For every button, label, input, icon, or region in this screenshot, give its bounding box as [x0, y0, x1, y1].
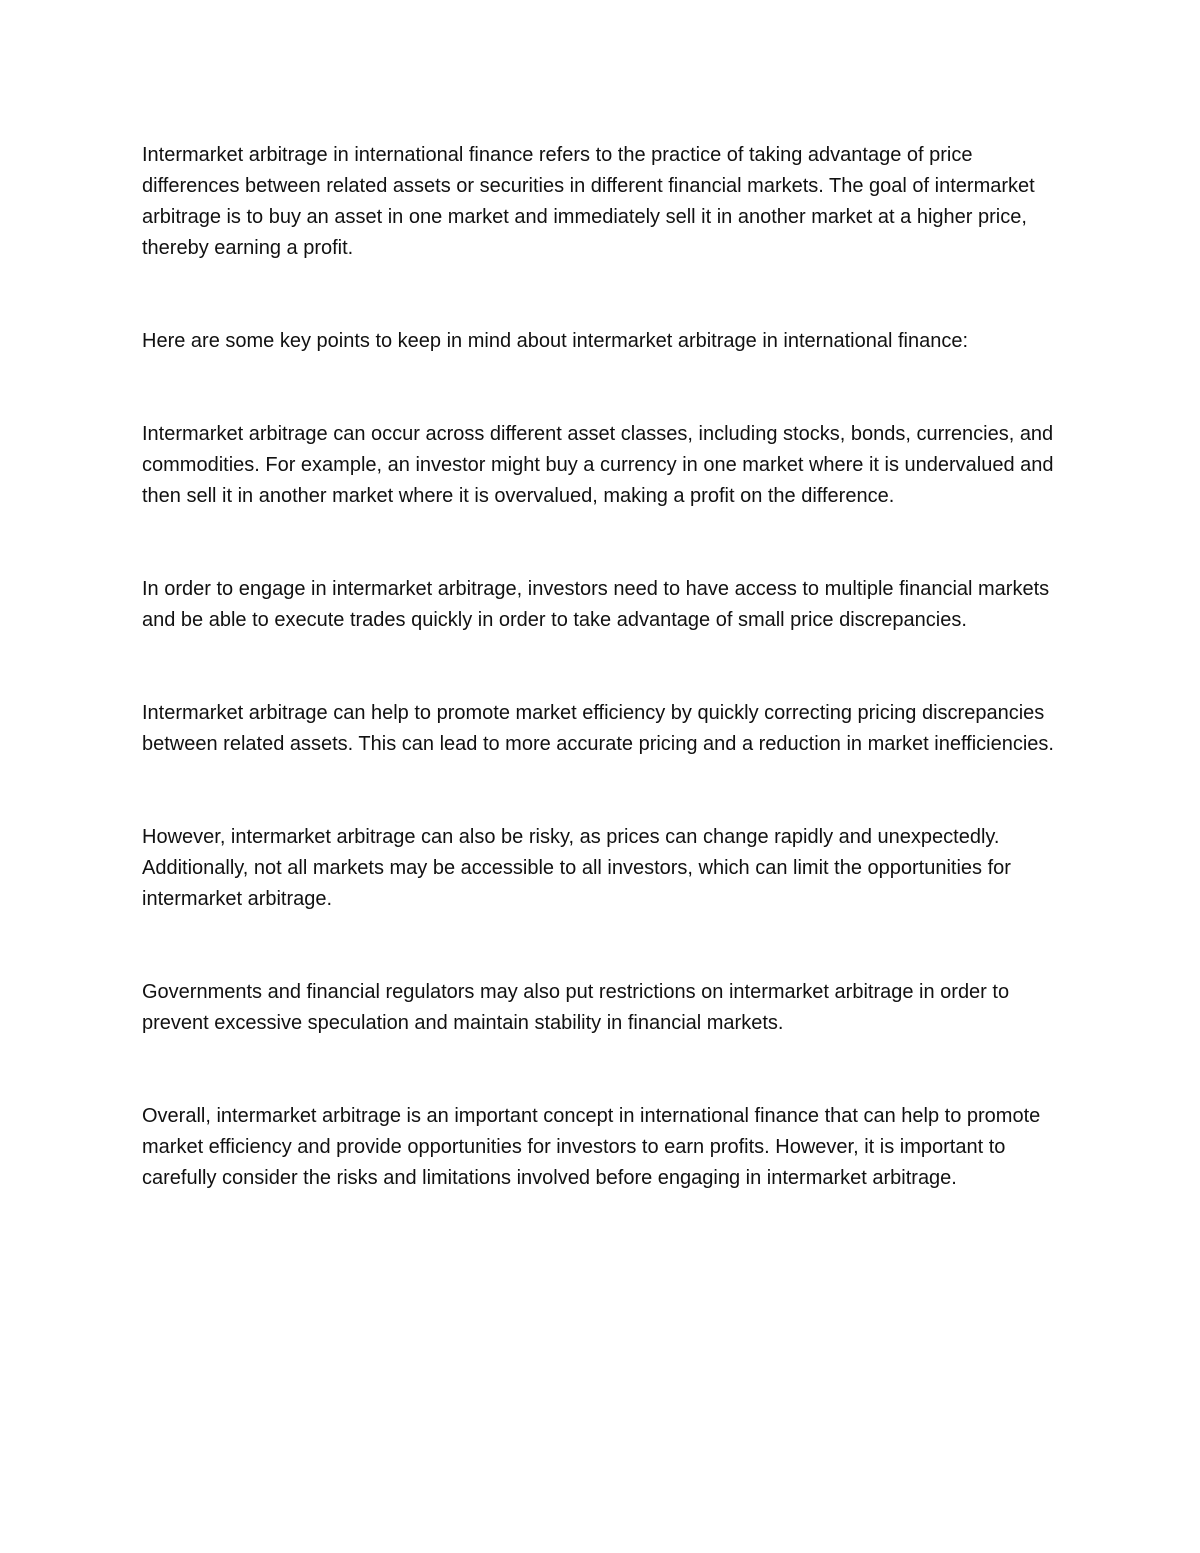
paragraph-risks: However, intermarket arbitrage can also be risky, as prices can change rapidly and unexpectedly. Additionally, not all markets may be accessible to all investors, which can limit the opportunities for intermarket arbitrage. — [142, 826, 1011, 910]
paragraph-conclusion: Overall, intermarket arbitrage is an important concept in international finance that can help to promote market efficiency and provide opportunities for investors to earn profits. However, it is important to carefully consider the risks and limitations involved before engaging in intermarket arbitrage. — [142, 1105, 1041, 1189]
paragraph-intro: Intermarket arbitrage in international finance refers to the practice of taking advantage of price differences between related assets or securities in different financial markets. The goal of intermarket arbitrage is to buy an asset in one market and immediately sell it in another market at a higher price, thereby earning a profit. — [142, 144, 1035, 259]
document-body — [142, 140, 1067, 1256]
paragraph-regulation: Governments and financial regulators may also put restrictions on intermarket arbitrage in order to prevent excessive speculation and maintain stability in financial markets. — [142, 981, 1010, 1034]
paragraph-market-efficiency: Intermarket arbitrage can help to promote market efficiency by quickly correcting pricing discrepancies between related assets. This can lead to more accurate pricing and a reduction in market inefficiencies. — [142, 702, 1054, 755]
paragraph-market-access: In order to engage in intermarket arbitrage, investors need to have access to multiple financial markets and be able to execute trades quickly in order to take advantage of small price discrepancies. — [142, 578, 1050, 631]
paragraph-key-points-lead: Here are some key points to keep in mind about intermarket arbitrage in international finance: — [142, 330, 969, 352]
paragraph-asset-classes: Intermarket arbitrage can occur across different asset classes, including stocks, bonds, currencies, and commodities. For example, an investor might buy a currency in one market where it is undervalued and then sell it in another market where it is overvalued, making a profit on the difference. — [142, 423, 1054, 507]
